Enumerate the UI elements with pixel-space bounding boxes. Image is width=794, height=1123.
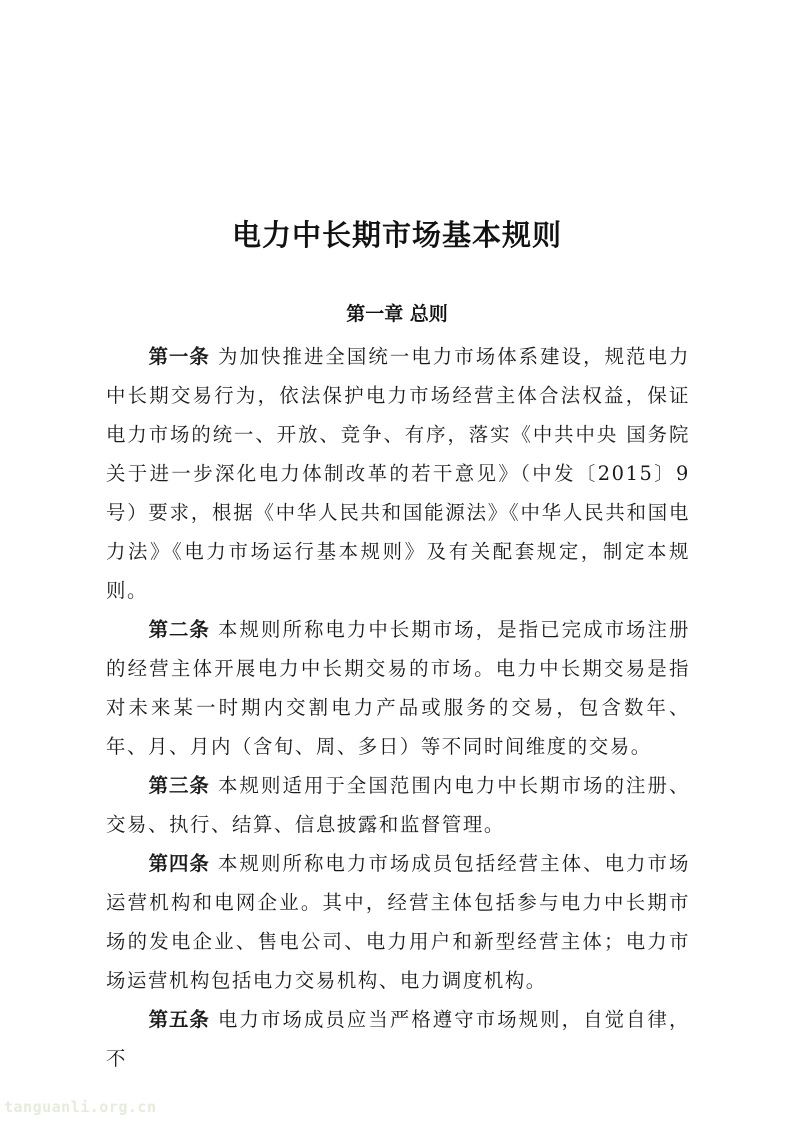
article-text: 本规则所称电力市场成员包括经营主体、电力市场运营机构和电网企业。其中，经营主体包括参与电力中长期市场的发电企业、售电公司、电力用户和新型经营主体；电力市场运营机构包括电力交易机构、电力调度机构。 xyxy=(106,852,690,992)
article-text: 为加快推进全国统一电力市场体系建设，规范电力中长期交易行为，依法保护电力市场经营主体合法权益，保证电力市场的统一、开放、竞争、有序，落实《中共中央 国务院关于进一步深化电力体制改革的若干意见》（中发〔2015〕9号）要求，根据《中华人民共和国能源法》《中华人民共和国电力法》《电力市场运行基本规则》及有关配套规定，制定本规则。 xyxy=(106,345,690,602)
article-number: 第三条 xyxy=(148,774,210,797)
watermark: tanguanli.org.cn xyxy=(4,1098,157,1116)
article-3 xyxy=(106,766,690,844)
article-number: 第五条 xyxy=(148,1008,210,1031)
article-number: 第一条 xyxy=(148,345,210,368)
article-number: 第四条 xyxy=(148,852,210,875)
article-4 xyxy=(106,844,690,1000)
article-1 xyxy=(106,337,690,610)
article-number: 第二条 xyxy=(148,618,210,641)
article-text: 本规则所称电力中长期市场，是指已完成市场注册的经营主体开展电力中长期交易的市场。电力中长期交易是指对未来某一时期内交割电力产品或服务的交易，包含数年、年、月、月内（含旬、周、多日）等不同时间维度的交易。 xyxy=(106,618,690,758)
chapter-heading: 第一章 总则 xyxy=(346,303,448,325)
article-text: 本规则适用于全国范围内电力中长期市场的注册、交易、执行、结算、信息披露和监督管理。 xyxy=(106,774,690,836)
document-body xyxy=(106,337,690,1078)
article-text: 电力市场成员应当严格遵守市场规则，自觉自律，不 xyxy=(106,1008,690,1070)
article-2 xyxy=(106,610,690,766)
document-title: 电力中长期市场基本规则 xyxy=(231,218,562,252)
article-5 xyxy=(106,1000,690,1078)
